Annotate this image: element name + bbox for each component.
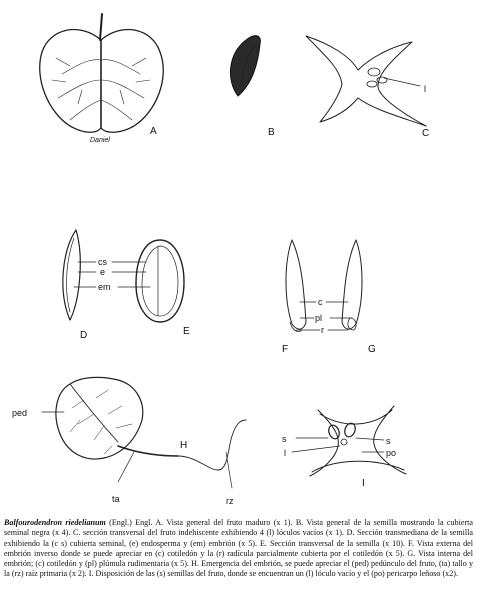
label-r: r: [321, 325, 324, 335]
label-rz: rz: [226, 496, 234, 506]
label-ta: ta: [112, 494, 120, 504]
embryo-drawing-g: [342, 240, 376, 355]
label-s-right: s: [386, 436, 391, 446]
panel-label-a: A: [150, 126, 157, 137]
label-cs: cs: [98, 257, 107, 267]
panel-label-i: I: [362, 478, 365, 489]
caption-species: Balfourodendron riedelianum: [4, 518, 106, 527]
panel-label-e: E: [183, 326, 190, 337]
label-c-fg: c: [318, 297, 323, 307]
embryo-drawing-f: [282, 240, 306, 355]
seed-section-drawing-d: [63, 230, 87, 341]
panel-label-f: F: [282, 344, 289, 355]
signature-text: Daniel: [90, 137, 110, 144]
panel-label-h: H: [180, 440, 188, 451]
seed-drawing-b: [230, 36, 275, 138]
label-po: po: [386, 448, 397, 458]
fruit-drawing-a: [40, 14, 164, 144]
label-em: em: [98, 282, 111, 292]
seed-arrangement-drawing-i: [282, 406, 406, 489]
panel-label-d: D: [80, 330, 88, 341]
label-l-i: l: [284, 448, 286, 458]
fruit-section-drawing-c: [306, 36, 429, 139]
label-s-left: s: [282, 434, 287, 444]
figure-caption: [4, 518, 473, 580]
label-pl: pl: [315, 313, 323, 323]
panel-label-g: G: [368, 344, 376, 355]
panel-label-b: B: [268, 127, 275, 138]
germination-drawing-h: [12, 377, 246, 506]
label-l-c: l: [424, 84, 426, 94]
caption-text: (Engl.) Engl. A. Vista general del fruto maduro (x 1). B. Vista general de la semilla mostrando la cubierta seminal negra (x 4). C. sección transversal del fruto indehiscente exhibiendo 4 (l) lóculos vacíos (x 1). D. Sección transmediana de la semilla exhibiendo la (c s) cubierta seminal, (e) endosperma y (em) embrión (x 5). E. Sección transversal de la semilla (x 10). F. Vista externa del embrión inverso donde se puede apreciar en (c) cotiledón y la (r) radícula parcialmente cubierta por el cotiledón (x 5). G. Vista interna del embrión; (c) cotiledón y (pl) plúmula rudimentaria (x 5). H. Emergencia del embrión, se puede apreciar el (ped) pedúnculo del fruto, (ta) tallo y la (rz) raíz primaria (x 2). I. Disposición de las (s) semillas del fruto, donde se encuentran un (l) lóculo vacío y el (po) pericarpo leñoso (x2).: [4, 518, 473, 579]
label-ped: ped: [12, 408, 28, 418]
label-e: e: [100, 267, 106, 277]
panel-label-c: C: [422, 128, 430, 139]
seed-section-drawing-e: [136, 240, 190, 337]
